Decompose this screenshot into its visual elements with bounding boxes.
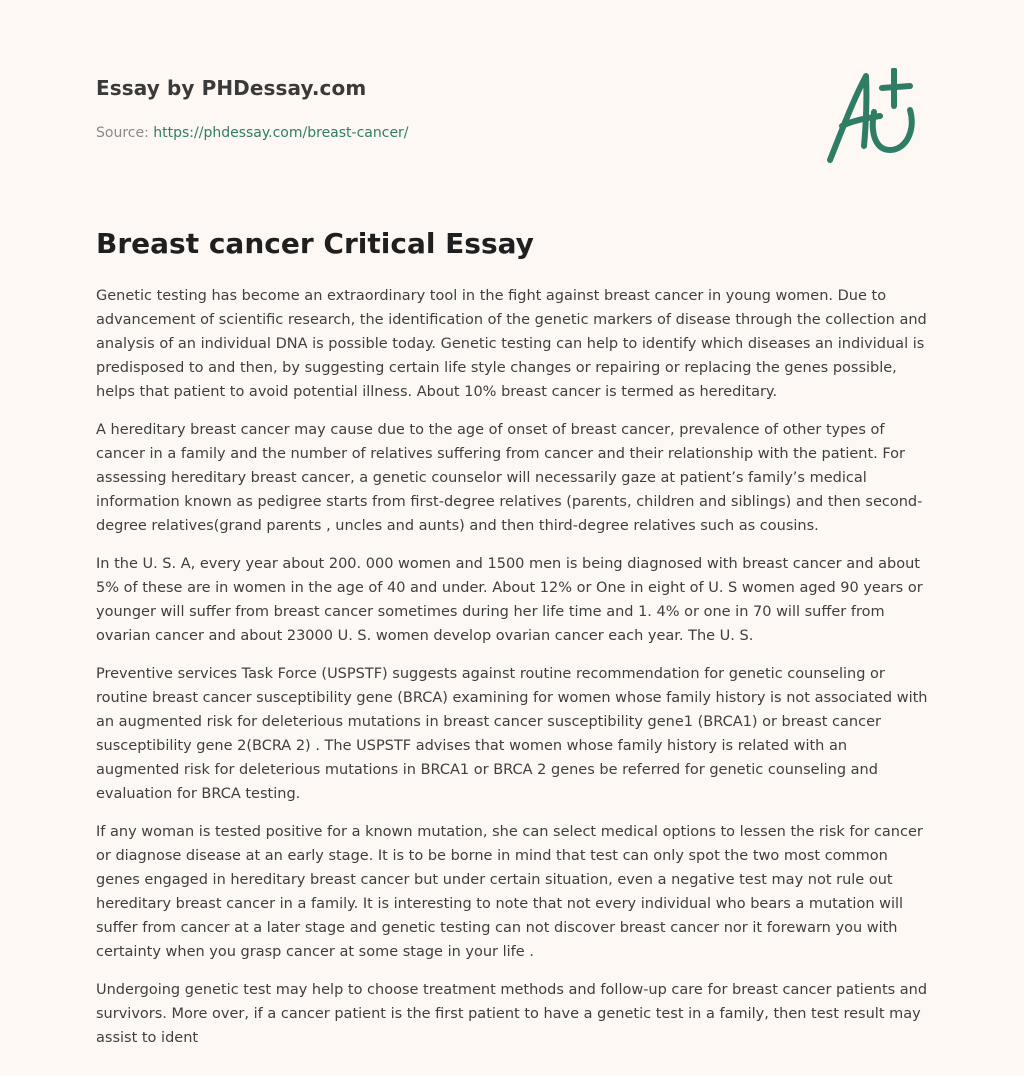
site-title: Essay by PHDessay.com (96, 76, 367, 100)
article (96, 224, 930, 1064)
page-header (96, 74, 928, 174)
paragraph-3: In the U. S. A, every year about 200. 000 women and 1500 men is being diagnosed with breast cancer and about 5% of these are in women in the age of 40 and under. About 12% or One in eight of U. S women aged 90 years or younger will suffer from breast cancer sometimes during her life time and 1. 4% or one in 70 will suffer from ovarian cancer and about 23000 U. S. women develop ovarian cancer each year. The U. S. (96, 556, 923, 644)
paragraph-5: If any woman is tested positive for a known mutation, she can select medical options to lessen the risk for cancer or diagnose disease at an early stage. It is to be borne in mind that test can only spot the two most common genes engaged in hereditary breast cancer but under certain situation, even a negative test may not rule out hereditary breast cancer in a family. It is interesting to note that not every individual who bears a mutation will suffer from cancer at a later stage and genetic testing can not discover breast cancer nor it forewarn you with certainty when you grasp cancer at some stage in your life . (96, 824, 923, 960)
paragraph-6: Undergoing genetic test may help to choose treatment methods and follow-up care for breast cancer patients and survivors. More over, if a cancer patient is the first patient to have a genetic test in a family, then test result may assist to ident (96, 982, 928, 1046)
paragraph-1: Genetic testing has become an extraordinary tool in the fight against breast cancer in young women. Due to advancement of scientific research, the identification of the genetic markers of disease through the collection and analysis of an individual DNA is possible today. Genetic testing can help to identify which diseases an individual is predisposed to and then, by suggesting certain life style changes or repairing or replacing the genes possible, helps that patient to avoid potential illness. About 10% breast cancer is termed as hereditary. (96, 288, 927, 400)
source-label: Source: (96, 125, 154, 141)
article-title: Breast cancer Critical Essay (96, 227, 534, 260)
paragraph-2: A hereditary breast cancer may cause due to the age of onset of breast cancer, prevalence of other types of cancer in a family and the number of relatives suffering from cancer and their relationship with the patient. For assessing hereditary breast cancer, a genetic counselor will necessarily gaze at patient’s family’s medical information known as pedigree starts from first-degree relatives (parents, children and siblings) and then second-degree relatives(grand parents , uncles and aunts) and then third-degree relatives such as cousins. (96, 422, 923, 534)
source-link[interactable]: https://phdessay.com/breast-cancer/ (153, 125, 409, 141)
a-plus-logo-icon (824, 68, 928, 164)
source-line (96, 125, 409, 141)
paragraph-4: Preventive services Task Force (USPSTF) suggests against routine recommendation for genetic counseling or routine breast cancer susceptibility gene (BRCA) examining for women whose family history is not associated with an augmented risk for deleterious mutations in breast cancer susceptibility gene1 (BRCA1) or breast cancer susceptibility gene 2(BCRA 2) . The USPSTF advises that women whose family history is related with an augmented risk for deleterious mutations in BRCA1 or BRCA 2 genes be referred for genetic counseling and evaluation for BRCA testing. (96, 666, 928, 802)
